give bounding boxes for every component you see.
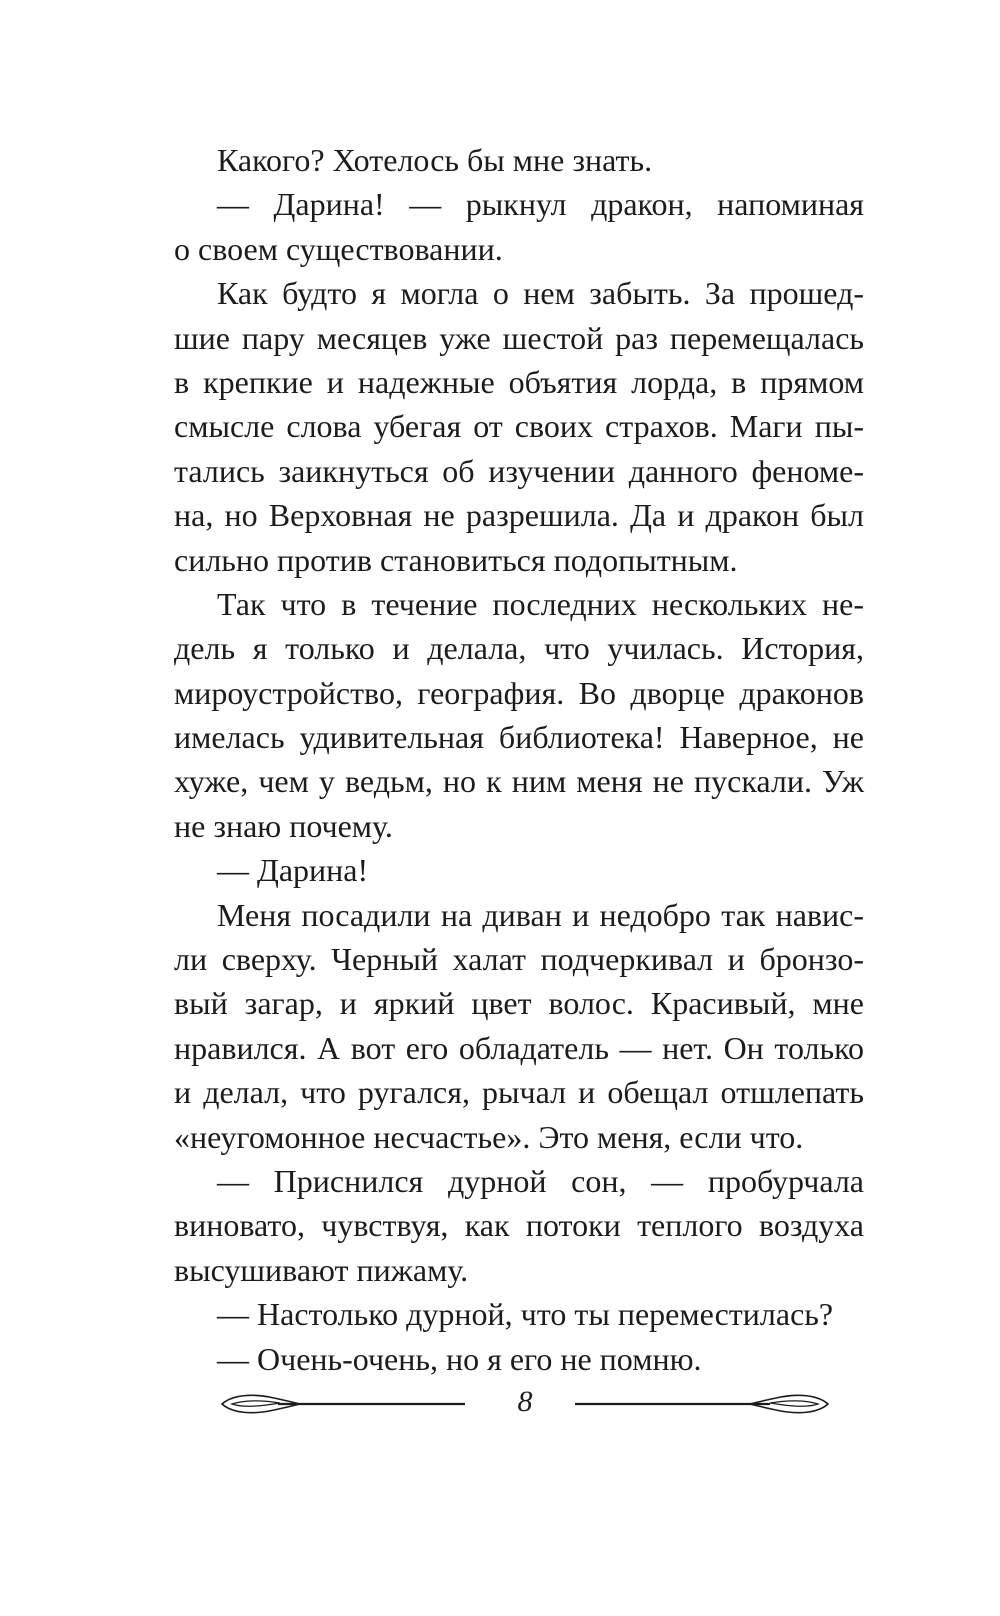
text-line: на, но Верховная не разрешила. Да и дракон был <box>174 497 864 534</box>
text-line: — Дарина! <box>217 852 369 889</box>
text-line: Как будто я могла о нем забыть. За прошед- <box>217 275 864 312</box>
text-line: вый загар, и яркий цвет волос. Красивый, мне <box>174 985 864 1022</box>
text-line: ли сверху. Черный халат подчеркивал и бронзо- <box>174 941 864 978</box>
text-line: в крепкие и надежные объятия лорда, в прямом <box>174 363 864 400</box>
text-line: «неугомонное несчастье». Это меня, если что. <box>174 1118 804 1155</box>
text-line: имелась удивительная библиотека! Наверное, не <box>174 719 864 756</box>
text-line: и делал, что ругался, рычал и обещал отшлепать <box>174 1074 864 1111</box>
text-line: виновато, чувствуя, как потоки теплого воздуха <box>174 1207 864 1244</box>
text-line: нравился. А вот его обладатель — нет. Он только <box>174 1029 864 1066</box>
text-line: высушивают пижаму. <box>174 1251 469 1288</box>
text-line: хуже, чем у ведьм, но к ним меня не пускали. Уж <box>174 763 864 800</box>
text-line: тались заикнуться об изучении данного феноме- <box>174 452 864 489</box>
text-line: о своем существовании. <box>174 230 503 267</box>
text-line: дель я только и делала, что училась. История, <box>174 630 864 667</box>
text-line: Меня посадили на диван и недобро так навис- <box>217 896 864 933</box>
page-footer <box>220 1380 830 1430</box>
text-line: Какого? Хотелось бы мне знать. <box>217 142 653 178</box>
text-line: мироустройство, география. Во дворце драконов <box>174 674 864 711</box>
text-line: не знаю почему. <box>174 807 393 844</box>
text-line: шие пару месяцев уже шестой раз перемещалась <box>174 319 864 356</box>
text-line: — Настолько дурной, что ты переместилась? <box>217 1296 834 1333</box>
page-text <box>174 138 864 1381</box>
ornament-left-icon <box>220 1392 465 1416</box>
text-line: — Очень-очень, но я его не помню. <box>217 1340 702 1377</box>
text-line: Так что в течение последних нескольких не- <box>217 585 864 622</box>
page-number: 8 <box>517 1385 533 1418</box>
ornament-right-icon <box>575 1392 830 1416</box>
text-line: смысле слова убегая от своих страхов. Маги пы- <box>174 408 864 445</box>
text-line: сильно против становиться подопытным. <box>174 541 738 578</box>
text-line: — Дарина! — рыкнул дракон, напоминая <box>217 186 864 223</box>
text-line: — Приснился дурной сон, — пробурчала <box>217 1162 864 1199</box>
